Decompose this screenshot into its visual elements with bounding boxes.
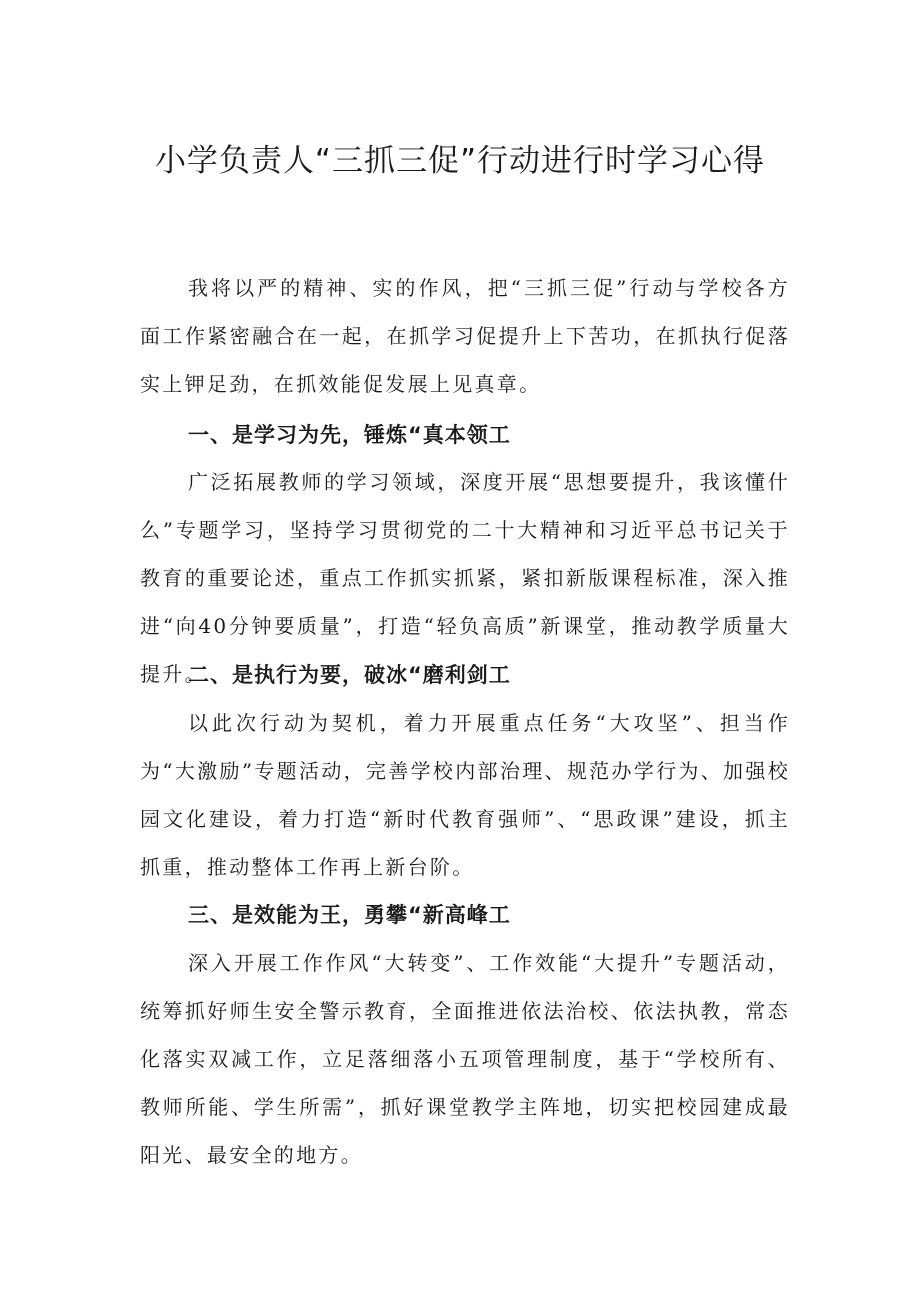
section-heading-3: 三、是效能为王，勇攀“新高峰工 — [188, 903, 511, 927]
section-heading-1: 一、是学习为先，锤炼“真本领工 — [188, 423, 511, 447]
section-body-3: 深入开展工作作风“大转变”、工作效能“大提升”专题活动，统筹抓好师生安全警示教育，全面推进依法治校、依法执教，常态化落实双减工作，立足落细落小五项管理制度，基于“学校所有、教师所能、学生所需”，抓好课堂教学主阵地，切实把校园建成最阳光、最安全的地方。 — [140, 951, 790, 1167]
section-heading-2: 二、是执行为要，破冰“磨利剑工 — [188, 663, 511, 687]
section-body-1: 广泛拓展教师的学习领域，深度开展“思想要提升，我该懂什么”专题学习，坚持学习贯彻党的二十大精神和习近平总书记关于教育的重要论述，重点工作抓实抓紧，紧扣新版课程标准，深入推进“向40分钟要质量”，打造“轻负高质”新课堂，推动教学质量大提升。 — [140, 470, 790, 686]
section-body-2: 以此次行动为契机，着力开展重点任务“大攻坚”、担当作为“大激励”专题活动，完善学校内部治理、规范办学行为、加强校园文化建设，着力打造“新时代教育强师”、“思政课”建设，抓主抓重，推动整体工作再上新台阶。 — [140, 711, 790, 879]
intro-paragraph: 我将以严的精神、实的作风，把“三抓三促”行动与学校各方面工作紧密融合在一起，在抓学习促提升上下苦功，在抓执行促落实上钾足劲，在抓效能促发展上见真章。 — [140, 276, 790, 396]
document-title: 小学负责人“三抓三促”行动进行时学习心得 — [154, 143, 766, 179]
